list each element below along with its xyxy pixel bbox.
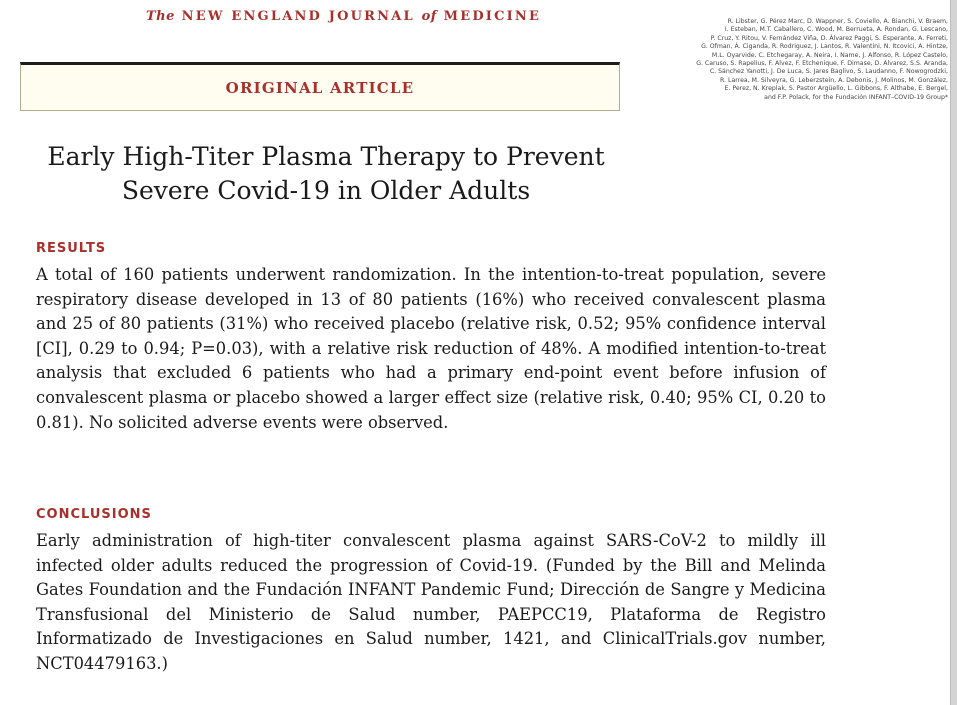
title-line-1: Early High-Titer Plasma Therapy to Prevent	[47, 142, 605, 171]
results-heading: RESULTS	[36, 241, 107, 256]
author-line: M.L. Oyarvide, C. Etchegaray, A. Neira, I. Name, J. Alfonso, R. López Castelo,	[711, 51, 948, 59]
masthead-name-part1: NEW ENGLAND JOURNAL	[181, 9, 415, 24]
article-title	[24, 140, 628, 208]
conclusions-heading: CONCLUSIONS	[36, 507, 152, 522]
author-line: E. Perez, N. Kreplak, S. Pastor Argüello, L. Gibbons, F. Althabe, E. Bergel,	[724, 85, 948, 93]
masthead-the: The	[146, 9, 175, 24]
article-type-banner	[20, 62, 620, 111]
author-line: C. Sánchez Yanotti, J. De Luca, S. Jares Baglivo, S. Laudanno, F. Nowogrodzki,	[709, 68, 948, 76]
author-line: R. Libster, G. Pérez Marc, D. Wappner, S. Coviello, A. Bianchi, V. Braem,	[727, 18, 948, 25]
masthead-of: of	[421, 9, 437, 24]
author-line: G. Caruso, S. Rapelius, F. Alvez, F. Etchenique, F. Dimase, D. Alvarez, S.S. Aranda,	[696, 60, 948, 68]
author-list	[628, 18, 948, 102]
conclusions-text: Early administration of high-titer convalescent plasma against SARS-CoV-2 to mildly ill infected older adults reduced the progression of Covid-19. (Funded by the Bill and Melinda Gates Foundation and the Fundación INFANT Pandemic Fund; Dirección de Sangre y Medicina Transfusional del Ministerio de Salud number, PAEPCC19, Plataforma de Registro Informatizado de Investigaciones en Salud number, 1421, and ClinicalTrials.gov number, NCT04479163.)	[36, 531, 826, 673]
page-edge-shadow	[950, 0, 957, 705]
author-line: G. Ofman, Á. Ciganda, R. Rodriguez, J. Lantos, R. Valentini, N. Itcovici, A. Hintze,	[701, 43, 948, 51]
author-line: R. Larrea, M. Silveyra, G. Leberzstein, A. Debonis, J. Molinos, M. González,	[720, 76, 948, 84]
author-line: I. Esteban, M.T. Caballero, C. Wood, M. Berrueta, A. Rondan, G. Lescano,	[724, 26, 948, 34]
masthead-name-part2: MEDICINE	[443, 9, 542, 24]
results-text: A total of 160 patients underwent randomization. In the intention-to-treat population, severe respiratory disease developed in 13 of 80 patients (16%) who received convalescent plasma and 25 of 80 patients (31%) who received placebo (relative risk, 0.52; 95% confidence interval [CI], 0.29 to 0.94; P=0.03), with a relative risk reduction of 48%. A modified intention-to-treat analysis that excluded 6 patients who had a primary end-point event before infusion of convalescent plasma or placebo showed a larger effect size (relative risk, 0.40; 95% CI, 0.20 to 0.81). No solicited adverse events were observed.	[36, 265, 826, 432]
journal-masthead	[146, 9, 541, 24]
author-line: and F.P. Polack, for the Fundación INFANT–COVID-19 Group*	[764, 93, 948, 101]
author-line: P. Cruz, Y. Ritou, V. Fernández Viña, D. Álvarez Paggi, S. Esperante, A. Ferreti,	[710, 34, 948, 42]
article-type-label: ORIGINAL ARTICLE	[225, 79, 415, 97]
title-line-2: Severe Covid-19 in Older Adults	[121, 176, 531, 205]
